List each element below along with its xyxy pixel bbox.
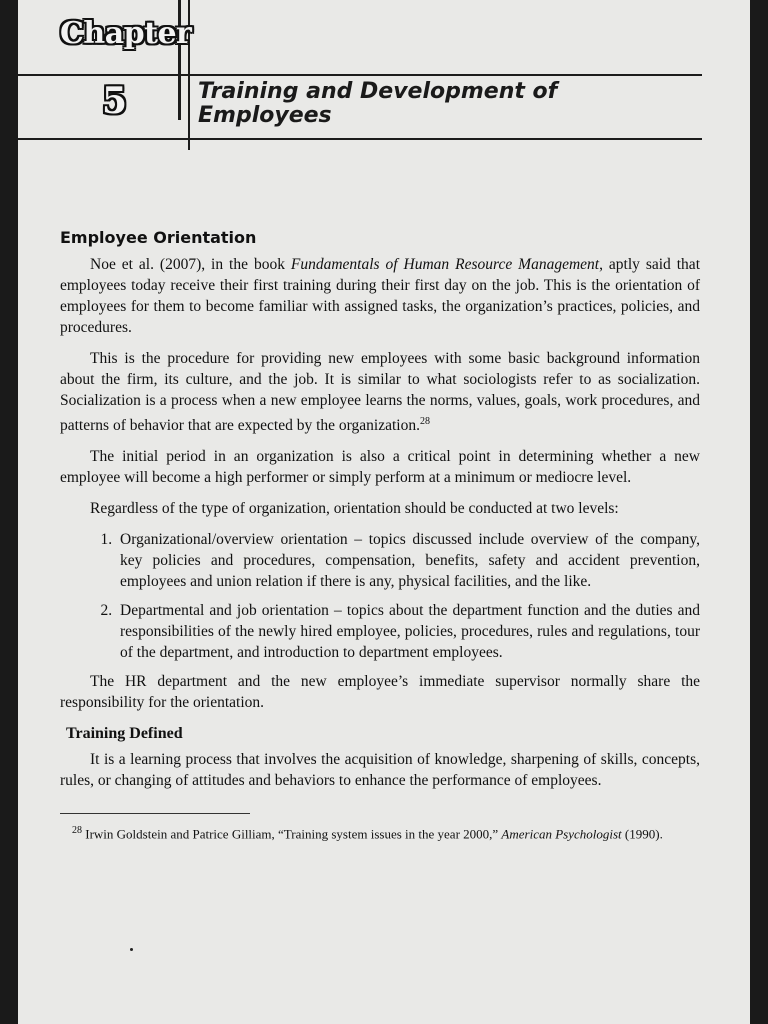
paragraph-5: The HR department and the new employee’s immediate supervisor normally share the responsibility for the orientation. xyxy=(60,673,700,712)
footnote-ref: 28 xyxy=(419,416,430,427)
journal-title: American Psychologist xyxy=(501,826,622,842)
section-heading-employee-orientation: Employee Orientation xyxy=(60,228,257,247)
stray-mark xyxy=(130,948,133,951)
footnote-rule xyxy=(60,813,250,814)
header-rule-top xyxy=(18,74,702,76)
page-body xyxy=(60,227,700,843)
footnote-text-a: Irwin Goldstein and Patrice Gilliam, “Training system issues in the year 2000,” xyxy=(82,826,502,842)
list-item: 1. Organizational/overview orientation – topics discussed include overview of the company, key policies and procedures, compensation, benefits, safety and accident prevention, employees and union relation if there is any, physical facilities, and the like. xyxy=(116,529,700,592)
chapter-number: 5 xyxy=(102,80,128,122)
paragraph-2 xyxy=(60,348,700,436)
header-rule-bottom xyxy=(18,138,702,140)
page-gutter xyxy=(750,0,768,1024)
paragraph-1-text-a: Noe et al. (2007), in the book xyxy=(90,256,291,273)
book-page xyxy=(18,0,750,1024)
orientation-levels-list xyxy=(60,529,700,663)
paragraph-3: The initial period in an organization is also a critical point in determining whether a new employee will become a high performer or simply perform at a minimum or mediocre level. xyxy=(60,448,700,487)
paragraph-6: It is a learning process that involves the acquisition of knowledge, sharpening of skills, concepts, rules, or changing of attitudes and behaviors to enhance the performance of employees. xyxy=(60,751,700,790)
chapter-label: Chapter xyxy=(60,16,192,51)
book-title: Fundamentals of Human Resource Management xyxy=(290,256,600,273)
list-item: 2. Departmental and job orientation – topics about the department function and the duties and responsibilities of the newly hired employee, policies, procedures, rules and regulations, tour of the department, and introduction to department employees. xyxy=(116,600,700,663)
paragraph-1-text-b: , aptly said that employees today receive their first training during their first day on the job. This is the orientation of employees for them to become familiar with assigned tasks, the organization’s practices, policies, and procedures. xyxy=(60,256,700,336)
footnote-number: 28 xyxy=(72,825,82,837)
paragraph-1 xyxy=(60,254,700,338)
footnote xyxy=(60,822,700,843)
footnote-text-b: (1990). xyxy=(621,826,663,842)
paragraph-2-text: This is the procedure for providing new employees with some basic background information about the firm, its culture, and the job. It is similar to what sociologists refer to as socialization. Socialization is a process when a new employee learns the norms, values, goals, work procedures, and patterns of behavior that are expected by the organization. xyxy=(60,350,700,435)
paragraph-4: Regardless of the type of organization, orientation should be conducted at two levels: xyxy=(90,500,619,518)
section-heading-training-defined: Training Defined xyxy=(66,725,183,743)
chapter-title: Training and Development of Employees xyxy=(198,79,558,128)
